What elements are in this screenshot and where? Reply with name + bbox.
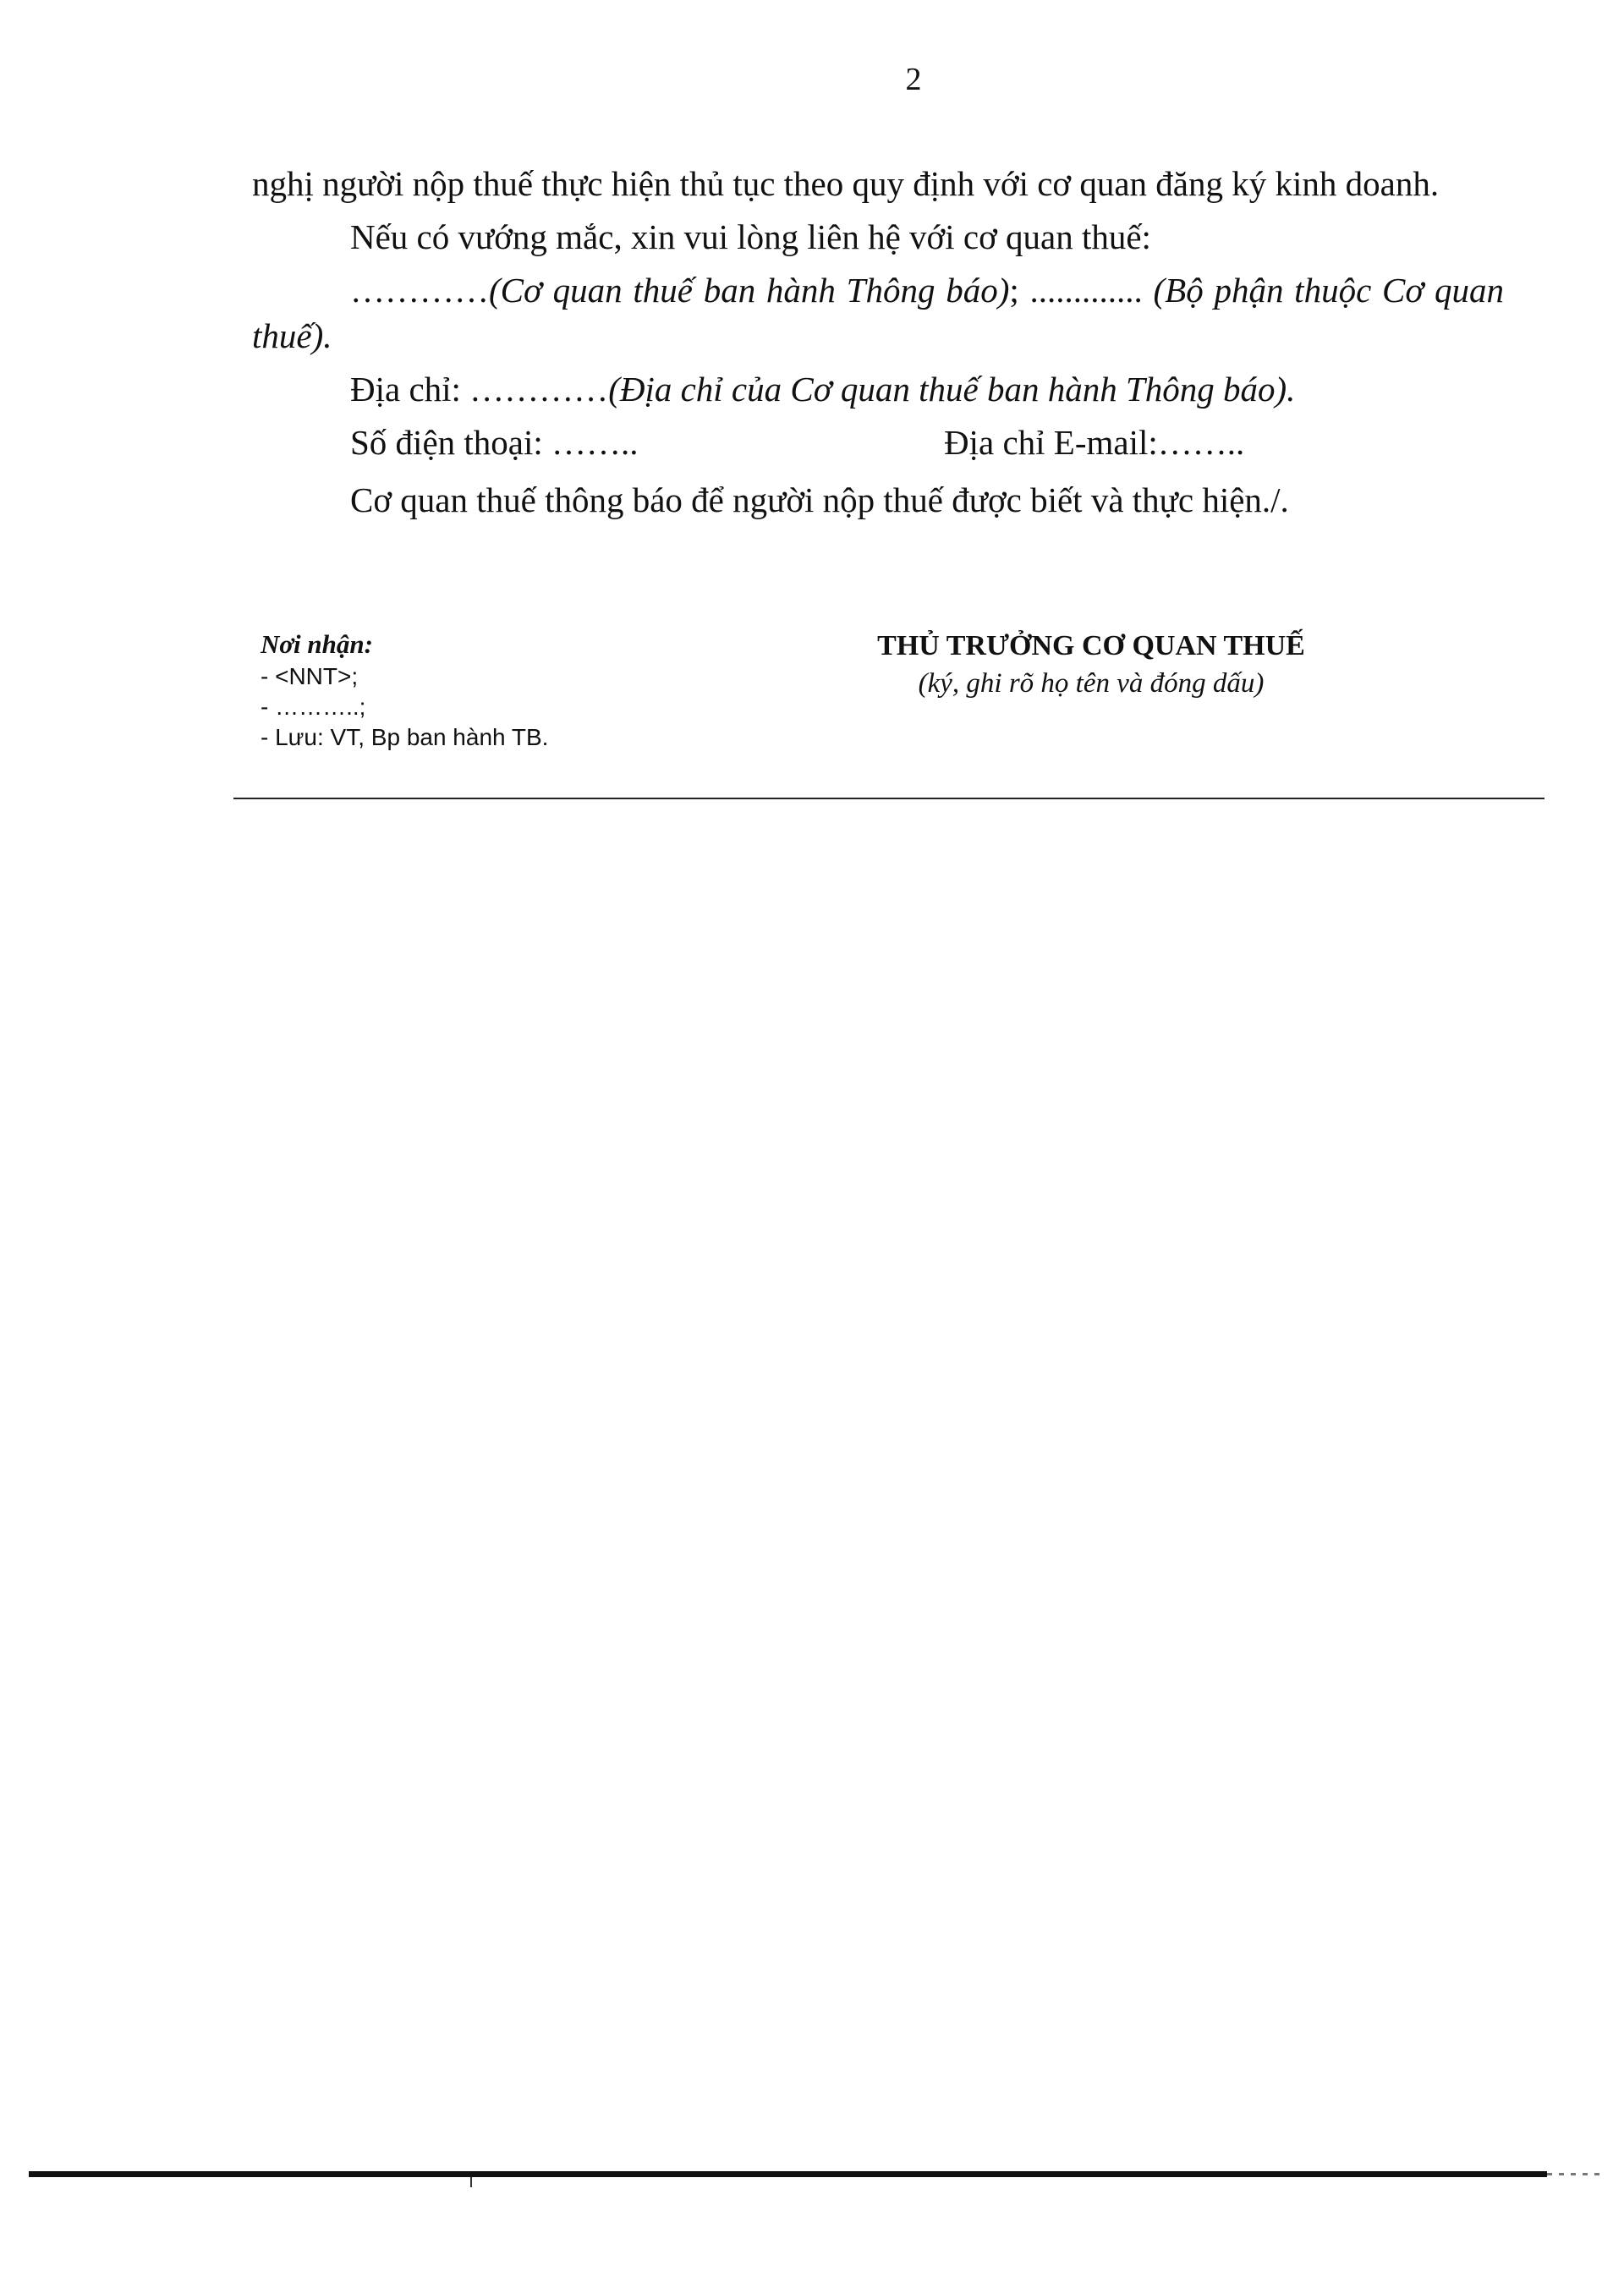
notice-body <box>252 161 1504 530</box>
address-placeholder: (Địa chỉ của Cơ quan thuế ban hành Thông báo). <box>608 370 1296 409</box>
phone-line: Số điện thoại: …….. <box>350 423 639 462</box>
department-placeholder: (Bộ phận thuộc Cơ quan thuế). <box>252 271 1504 355</box>
address-label: Địa chỉ: ………… <box>350 370 609 409</box>
agency-name-placeholder: (Cơ quan thuế ban hành Thông báo) <box>489 271 1010 310</box>
signature-block <box>795 628 1387 702</box>
paragraph-closing: Cơ quan thuế thông báo để người nộp thuế được biết và thực hiện./. <box>350 480 1289 519</box>
signature-note: (ký, ghi rõ họ tên và đóng dấu) <box>918 668 1265 699</box>
recipient-item: - <NNT>; <box>261 663 359 689</box>
paragraph-contact-intro: Nếu có vướng mắc, xin vui lòng liên hệ với cơ quan thuế: <box>350 217 1151 256</box>
divider-line <box>233 798 1544 799</box>
contact-row <box>252 420 1504 465</box>
paragraph-tax-agency <box>252 267 1504 359</box>
signature-title: THỦ TRƯỞNG CƠ QUAN THUẾ <box>877 630 1305 661</box>
recipient-item: - ………..; <box>261 694 366 720</box>
paragraph-address <box>252 366 1504 412</box>
scan-artifact-band <box>29 2171 1547 2177</box>
agency-dots: ………… <box>350 271 489 310</box>
recipient-item: - Lưu: VT, Bp ban hành TB. <box>261 724 549 750</box>
paragraph-continuation: nghị người nộp thuế thực hiện thủ tục theo quy định với cơ quan đăng ký kinh doanh. <box>252 164 1440 203</box>
scan-artifact-fade <box>1547 2173 1606 2175</box>
scan-artifact-tick <box>470 2177 472 2187</box>
recipients-heading: Nơi nhận: <box>261 629 373 659</box>
agency-separator: ; ............. <box>1009 271 1154 310</box>
recipients-block <box>261 628 548 753</box>
email-line: Địa chỉ E-mail:…….. <box>944 423 1245 462</box>
page-number: 2 <box>905 62 922 97</box>
